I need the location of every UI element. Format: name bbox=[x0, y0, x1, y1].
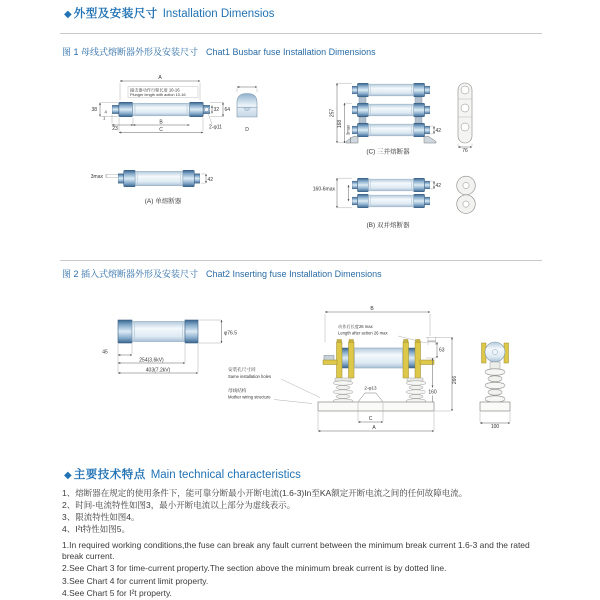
note2-en: Mother wiring structure bbox=[228, 394, 271, 400]
dim-38-label: 38 bbox=[91, 107, 97, 114]
tech-section-title bbox=[64, 466, 301, 482]
page-title-zh: 外型及安装尺寸 bbox=[73, 8, 158, 20]
fuse-body bbox=[352, 103, 430, 116]
figure1-drawing bbox=[60, 66, 540, 238]
fuse-body bbox=[352, 194, 430, 207]
tech-item-zh-2: 2、时间-电流特性如图3，最小开断电流以上部分为虚线表示。 bbox=[62, 500, 296, 510]
page-title-en: Installation Dimensios bbox=[162, 8, 275, 20]
dim-1-label: 1 bbox=[103, 115, 106, 121]
end-view-bracket bbox=[458, 83, 472, 154]
triple-fuse-drawing bbox=[330, 83, 473, 156]
tech-item-en-3: 3.See Chart 4 for current limit property. bbox=[62, 575, 209, 586]
diamond-icon: ◆ bbox=[64, 470, 72, 481]
insulator-bellows bbox=[333, 381, 353, 403]
double-fuse-label: (B) 双并熔断器 bbox=[366, 222, 410, 229]
note1-zh: 安装孔尺寸同 bbox=[228, 367, 256, 372]
tech-item-zh-3: 3、限流特性如图4。 bbox=[62, 512, 140, 522]
dim-64-label: 64 bbox=[224, 107, 231, 114]
mount-foot bbox=[346, 136, 358, 143]
fuse-body bbox=[352, 348, 405, 368]
busbar-fuse-drawing bbox=[91, 75, 257, 133]
dim-168-label: 168 bbox=[337, 119, 343, 129]
dim-4-label: 4 bbox=[104, 109, 107, 115]
tech-item-en-4: 4.See Chart 5 for I²t property. bbox=[62, 587, 172, 598]
dim-3max-label: 3max bbox=[345, 124, 351, 136]
dim-42-label: 42 bbox=[207, 176, 214, 183]
dim-45-label: 45 bbox=[102, 349, 108, 356]
terminal-hole bbox=[204, 107, 208, 111]
dim-160-label: 160 bbox=[428, 389, 437, 396]
fuse-body bbox=[352, 178, 430, 191]
dim-266-label: 266 bbox=[452, 375, 458, 385]
insulator-bellows bbox=[485, 369, 505, 403]
divider bbox=[60, 260, 542, 261]
note2-zh: 母线结构 bbox=[228, 388, 247, 393]
dim-32-label: 32 bbox=[213, 107, 220, 114]
fuse-body bbox=[112, 102, 210, 116]
dim-257-label: 257 bbox=[329, 108, 336, 118]
figure1-caption bbox=[62, 45, 376, 58]
dim-b-label: B bbox=[159, 119, 163, 126]
fuse-body bbox=[352, 123, 430, 136]
plunger-note-zh: 撞击器动作行程长度 10-16 bbox=[130, 87, 180, 93]
diamond-icon: ◆ bbox=[64, 9, 72, 20]
dim-b-label: B bbox=[370, 305, 374, 312]
tech-item-zh-1: 1、熔断器在规定的使用条件下，能可靠分断最小开断电流(1.6-3)In至KA额定开断电流之间的任何故障电流。 bbox=[62, 488, 468, 498]
figure2-drawing bbox=[60, 290, 540, 442]
base-plate bbox=[318, 402, 434, 411]
tech-title-zh: 主要技术特点 bbox=[73, 469, 146, 481]
fuse-body bbox=[352, 83, 430, 96]
figure2-caption-en: Chat2 Inserting fuse Installation Dimensions bbox=[206, 269, 382, 279]
dim-a-label: A bbox=[372, 425, 376, 431]
note1-en: Same installation holes bbox=[228, 374, 272, 379]
dim-63-label: 63 bbox=[439, 347, 445, 354]
action-note-zh: 动作后长度26 max bbox=[338, 324, 373, 329]
dim-c-label: C bbox=[368, 416, 373, 422]
tech-list-zh bbox=[62, 487, 544, 535]
figure1-caption-zh: 图 1 母线式熔断器外形及安装尺寸 bbox=[62, 47, 199, 57]
dim-100-label: 100 bbox=[490, 424, 500, 430]
dim-254-label: 254(3.6kV) bbox=[139, 357, 164, 364]
dim-42-label: 42 bbox=[435, 128, 442, 134]
side-view-drawing bbox=[480, 342, 510, 430]
dim-3max-label: 3max bbox=[90, 174, 103, 181]
end-view-d bbox=[237, 87, 257, 133]
dim-23-label: 23 bbox=[112, 125, 118, 132]
figure2-caption-zh: 图 2 插入式熔断器外形及安装尺寸 bbox=[62, 269, 199, 279]
end-view-circles bbox=[457, 176, 476, 213]
insert-fuse-drawing bbox=[102, 320, 237, 373]
tech-list-en bbox=[62, 540, 540, 600]
mounted-fuse-drawing bbox=[228, 306, 510, 431]
mount-foot bbox=[424, 136, 436, 143]
fuse-body bbox=[118, 170, 200, 186]
dim-d-label: D bbox=[245, 127, 249, 133]
single-fuse-label: (A) 单熔断器 bbox=[144, 198, 182, 205]
insulator-bellows bbox=[406, 381, 426, 403]
dim-c-label: C bbox=[159, 126, 163, 133]
plunger-note-en: Plunger length with action 10-16 bbox=[130, 92, 186, 98]
page-title bbox=[64, 5, 275, 21]
triple-fuse-label: (C) 三并熔断器 bbox=[366, 148, 410, 156]
dim-dia-label: φ76.5 bbox=[224, 330, 237, 337]
single-fuse-drawing bbox=[91, 170, 214, 205]
divider bbox=[60, 33, 542, 34]
holes-label: 2-φ13 bbox=[364, 385, 377, 391]
action-note-en: Length after action 26 max bbox=[338, 330, 388, 336]
dim-a-label: A bbox=[158, 75, 162, 81]
tech-item-en-2: 2.See Chart 3 for time-current property.The section above the minimum break current is by dotted line. bbox=[62, 563, 447, 574]
holes-label: 2-φ11 bbox=[209, 124, 222, 131]
dim-76-label: 76 bbox=[462, 147, 468, 154]
dim-42-label: 42 bbox=[435, 183, 442, 189]
dim-403-label: 403(7.2kV) bbox=[145, 367, 171, 374]
tech-title-en: Main technical characteristics bbox=[150, 469, 301, 481]
double-fuse-drawing bbox=[313, 176, 476, 229]
figure1-caption-en: Chat1 Busbar fuse Installation Dimensions bbox=[206, 47, 376, 57]
mount-slot bbox=[358, 393, 383, 402]
figure2-caption bbox=[62, 267, 382, 280]
tech-item-zh-4: 4、I²t特性如图5。 bbox=[62, 524, 131, 534]
tech-item-en-1: 1.In required working conditions,the fuse can break any fault current between the minimum break current 1.6-3 and the rated break current. bbox=[62, 540, 530, 562]
dim-160-6max-label: 160-6max bbox=[312, 186, 335, 193]
